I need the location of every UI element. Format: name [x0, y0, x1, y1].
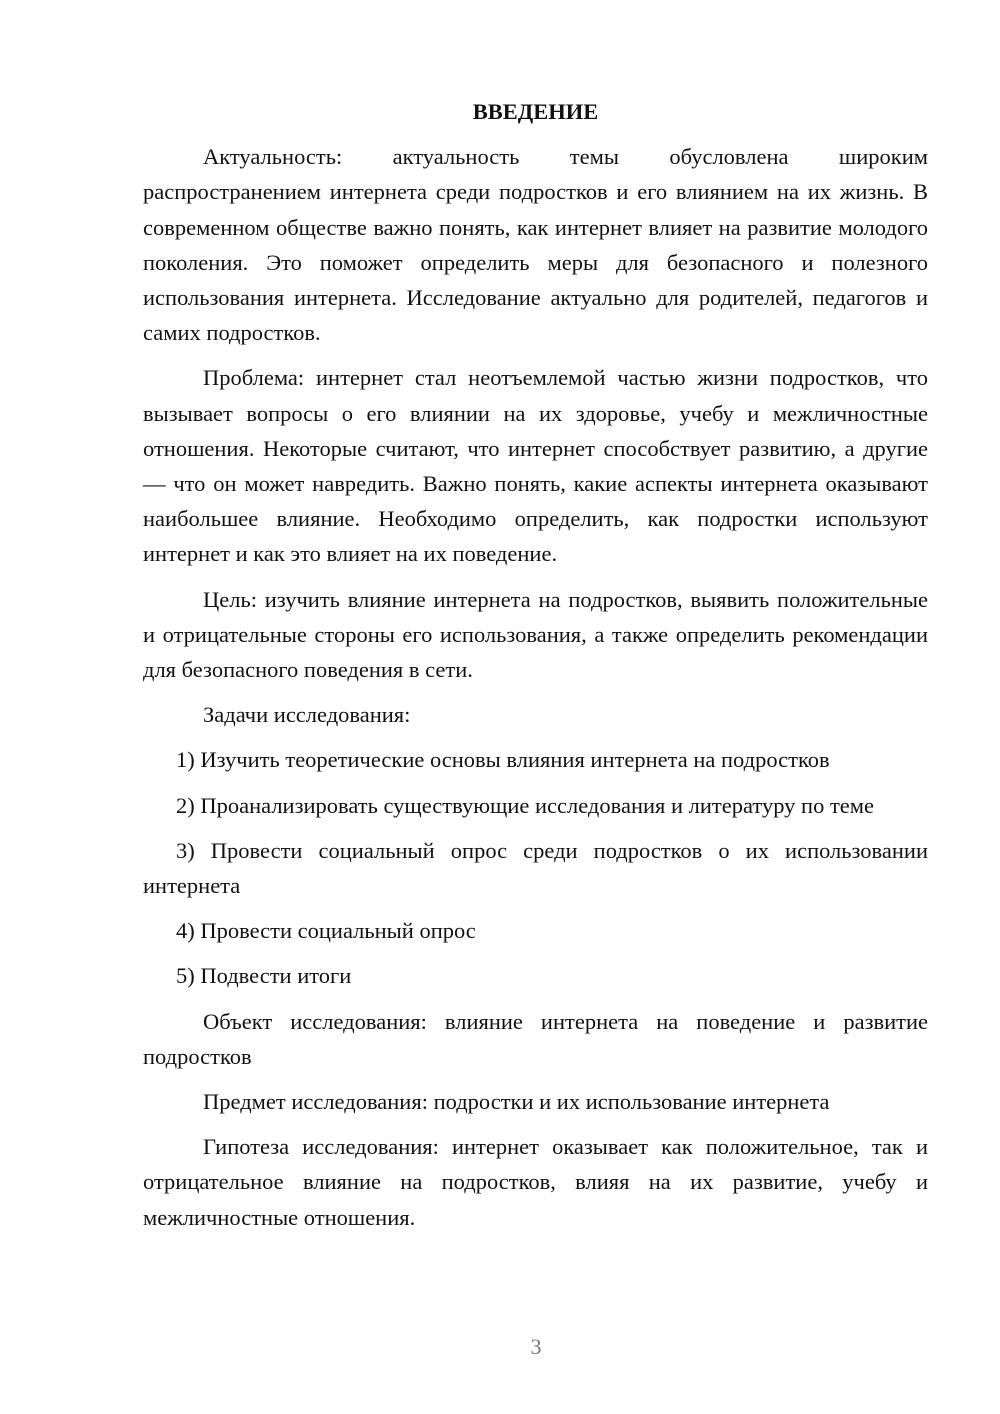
problem-paragraph: Проблема: интернет стал неотъемлемой частью жизни подростков, что вызывает вопросы о его влиянии на их здоровье, учебу и межличностные отношения. Некоторые считают, что интернет способствует развитию, а другие — что он может навредить. Важно понять, какие аспекты интернета оказывают наибольшее влияние. Необходимо определить, как подростки используют интернет и как это влияет на их поведение. — [143, 365, 928, 567]
task-item-4: 4) Провести социальный опрос — [176, 918, 476, 944]
task-item-1: 1) Изучить теоретические основы влияния интернета на подростков — [176, 747, 830, 773]
subject-paragraph: Предмет исследования: подростки и их использование интернета — [203, 1089, 830, 1115]
task-item-5: 5) Подвести итоги — [176, 963, 352, 989]
task-item-2: 2) Проанализировать существующие исследования и литературу по теме — [176, 792, 874, 818]
page-number: 3 — [530, 1334, 542, 1359]
object-paragraph: Объект исследования: влияние интернета на поведение и развитие подростков — [143, 1008, 928, 1069]
tasks-heading: Задачи исследования: — [203, 702, 411, 728]
hypothesis-paragraph: Гипотеза исследования: интернет оказывает как положительное, так и отрицательное влияние на подростков, влияя на их развитие, учебу и межличностные отношения. — [143, 1134, 928, 1230]
page-content — [143, 94, 928, 1245]
section-title: ВВЕДЕНИЕ — [472, 99, 599, 124]
relevance-paragraph: Актуальность: актуальность темы обусловлена широким распространением интернета среди подростков и его влиянием на их жизнь. В современном обществе важно понять, как интернет влияет на развитие молодого поколения. Это поможет определить меры для безопасного и полезного использования интернета. Исследование актуально для родителей, педагогов и самих подростков. — [143, 144, 928, 346]
task-item-3: 3) Провести социальный опрос среди подростков о их использовании интернета — [143, 837, 928, 899]
goal-paragraph: Цель: изучить влияние интернета на подростков, выявить положительные и отрицательные стороны его использования, а также определить рекомендации для безопасного поведения в сети. — [143, 586, 928, 683]
